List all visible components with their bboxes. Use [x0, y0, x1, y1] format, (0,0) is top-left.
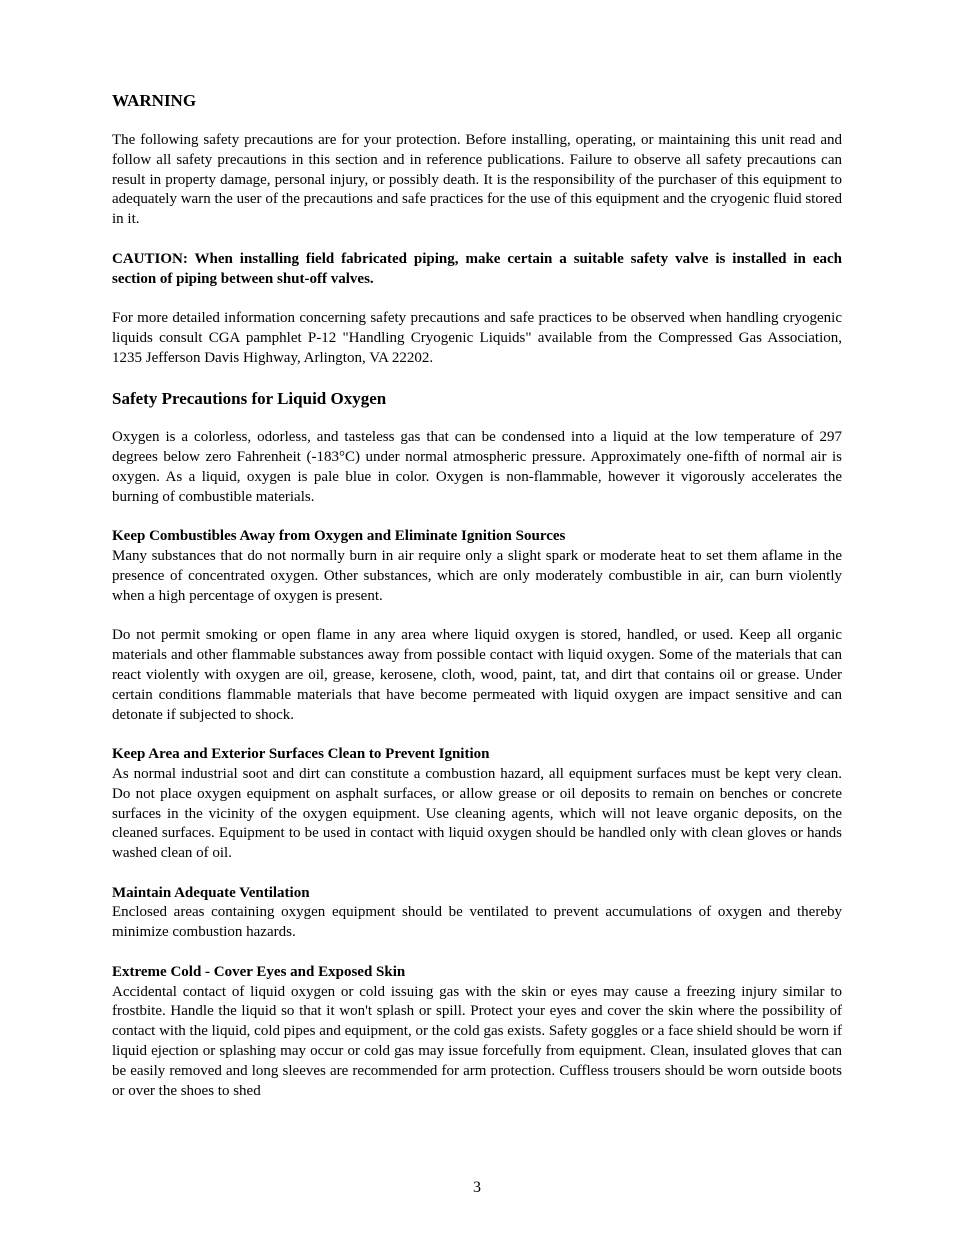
subsection-heading: Extreme Cold - Cover Eyes and Exposed Skin — [112, 963, 406, 980]
subsection-clean-surfaces — [112, 745, 842, 864]
subsection-paragraph: Many substances that do not normally burn in air require only a slight spark or moderate heat to set them aflame in the presence of concentrated oxygen. Other substances, which are only moderately combustible in air, can burn violently when a high percentage of oxygen is present. — [112, 548, 842, 604]
document-page — [112, 90, 842, 1121]
subsection-paragraph: As normal industrial soot and dirt can constitute a combustion hazard, all equipment surfaces must be kept very clean. Do not place oxygen equipment on asphalt surfaces, or allow grease or oil deposits to remain on benches or concrete surfaces in the vicinity of the oxygen equipment. Use cleaning agents, which will not leave organic deposits, on the cleaned surfaces. Equipment to be used in contact with liquid oxygen should be handled only with clean gloves or hands washed clean of oil. — [112, 765, 842, 862]
warning-intro-paragraph: The following safety precautions are for your protection. Before installing, operating, or maintaining this unit read and follow all safety precautions in this section and in reference publications. Failure to observe all safety precautions can result in property damage, personal injury, or possibly death. It is the responsibility of the purchaser of this equipment to adequately warn the user of the precautions and safe practices for the use of this equipment and the cryogenic fluid stored in it. — [112, 132, 842, 228]
oxygen-intro-paragraph: Oxygen is a colorless, odorless, and tasteless gas that can be condensed into a liquid at the low temperature of 297 degrees below zero Fahrenheit (-183°C) under normal atmospheric pressure. Approximately one-fifth of normal air is oxygen. As a liquid, oxygen is pale blue in color. Oxygen is non-flammable, however it vigorously accelerates the burning of combustible materials. — [112, 429, 842, 505]
subsection-paragraph: Enclosed areas containing oxygen equipment should be ventilated to prevent accumulations of oxygen and thereby minimize combustion hazards. — [112, 904, 842, 941]
subsection-heading: Keep Combustibles Away from Oxygen and Eliminate Ignition Sources — [112, 528, 566, 545]
caution-paragraph: CAUTION: When installing field fabricated piping, make certain a suitable safety valve is installed in each section of piping between shut-off valves. — [112, 250, 842, 287]
warning-heading: WARNING — [112, 91, 197, 110]
subsection-paragraph: Do not permit smoking or open flame in any area where liquid oxygen is stored, handled, or used. Keep all organic materials and other flammable substances away from possible contact with liquid oxygen. Some of the materials that can react violently with oxygen are oil, grease, kerosene, cloth, wood, paint, tat, and dirt that contains oil or grease. Under certain conditions flammable materials that have become permeated with liquid oxygen are impact sensitive and can detonate if subjected to shock. — [112, 627, 842, 723]
oxygen-section-heading: Safety Precautions for Liquid Oxygen — [112, 389, 387, 409]
subsection-combustibles — [112, 527, 842, 606]
subsection-extreme-cold — [112, 963, 842, 1102]
more-info-paragraph: For more detailed information concerning safety precautions and safe practices to be observed when handling cryogenic liquids consult CGA pamphlet P-12 "Handling Cryogenic Liquids" available from the Compressed Gas Association, 1235 Jefferson Davis Highway, Arlington, VA 22202. — [112, 310, 842, 366]
subsection-ventilation — [112, 884, 842, 943]
subsection-heading: Keep Area and Exterior Surfaces Clean to Prevent Ignition — [112, 746, 490, 763]
subsection-paragraph: Accidental contact of liquid oxygen or cold issuing gas with the skin or eyes may cause a freezing injury similar to frostbite. Handle the liquid so that it won't splash or spill. Protect your eyes and cover the skin where the possibility of contact with the liquid, cold pipes and equipment, or the cold gas exists. Safety goggles or a face shield should be worn if liquid ejection or splashing may occur or cold gas may issue forcefully from equipment. Clean, insulated gloves that can be easily removed and long sleeves are recommended for arm protection. Cuffless trousers should be worn outside boots or over the shoes to shed — [112, 983, 842, 1099]
page-number: 3 — [473, 1179, 481, 1196]
subsection-heading: Maintain Adequate Ventilation — [112, 884, 310, 901]
